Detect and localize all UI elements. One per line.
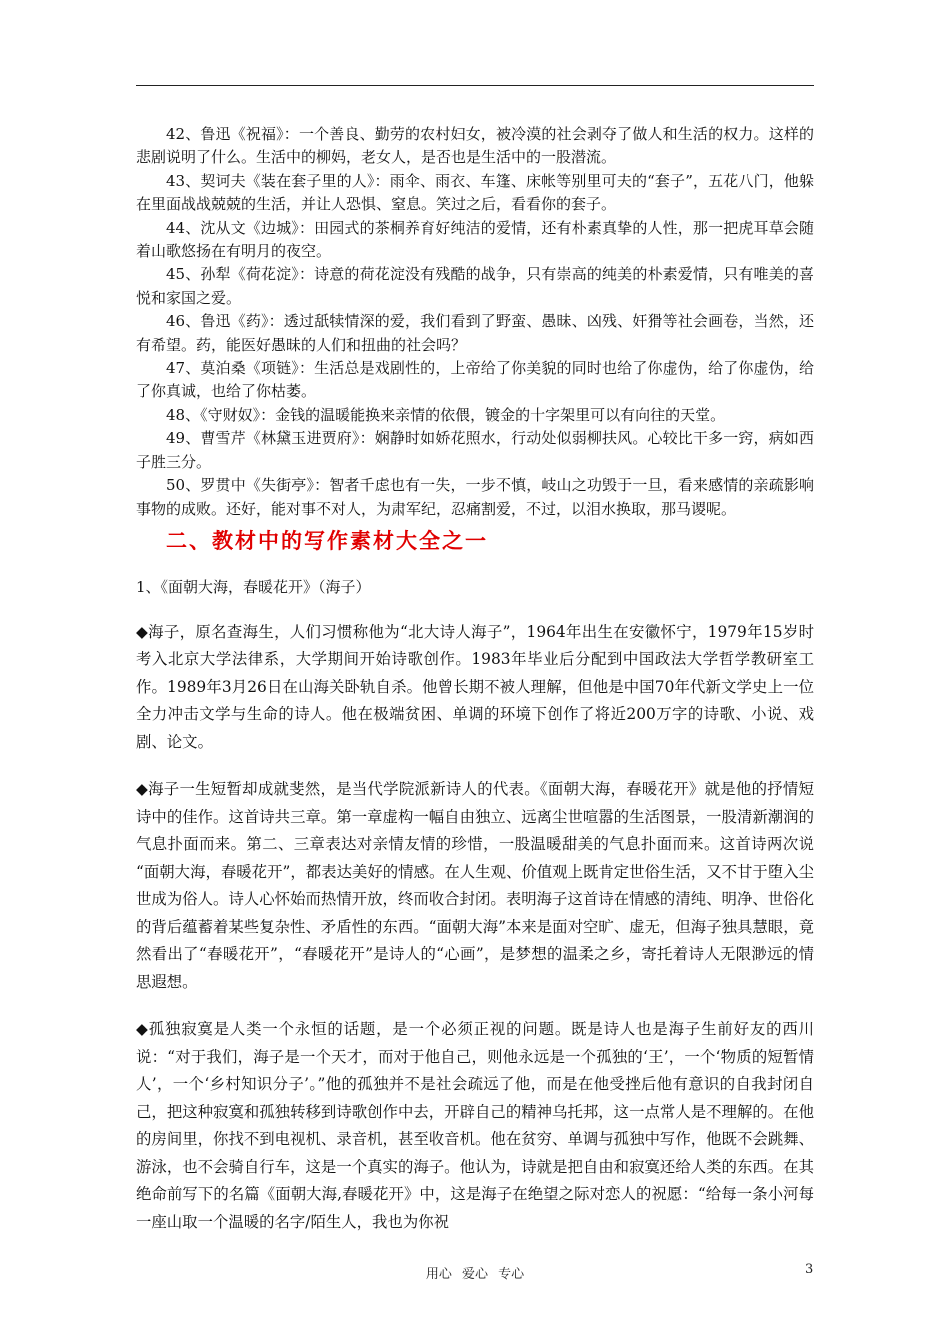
list-item: 43、契诃夫《装在套子里的人》：雨伞、雨衣、车篷、床帐等别里可夫的“套子”，五花八门，他躲在里面战战兢兢的生活，并让人恐惧、窒息。笑过之后，看看你的套子。 bbox=[136, 171, 814, 214]
body-paragraph: ◆孤独寂寞是人类一个永恒的话题，是一个必须正视的问题。既是诗人也是海子生前好友的西川说：“对于我们，海子是一个天才，而对于他自己，则他永远是一个孤独的‘王’，一个‘物质的短暂情人’，一个‘乡村知识分子’。”他的孤独并不是社会疏远了他，而是在他受挫后他有意识的自我封闭自己，把这种寂寞和孤独转移到诗歌创作中去，开辟自己的精神乌托邦，这一点常人是不理解的。在他的房间里，你找不到电视机、录音机，甚至收音机。他在贫穷、单调与孤独中写作，他既不会跳舞、游泳，也不会骑自行车，这是一个真实的海子。他认为，诗就是把自由和寂寞还给人类的东西。在其绝命前写下的名篇《面朝大海,春暖花开》中，这是海子在绝望之际对恋人的祝愿：“给每一条小河每一座山取一个温暖的名字/陌生人，我也为你祝 bbox=[136, 1020, 814, 1231]
footer-motto: 用心 爱心 专心 bbox=[425, 1267, 525, 1282]
list-item: 46、鲁迅《药》：透过舐犊情深的爱，我们看到了野蛮、愚昧、凶残、奸猾等社会画卷，当然，还有希望。药，能医好愚昧的人们和扭曲的社会吗？ bbox=[136, 312, 814, 354]
page-content bbox=[136, 123, 814, 1236]
section-heading: 二、教材中的写作素材大全之一 bbox=[166, 528, 488, 553]
list-item: 44、沈从文《边城》：田园式的茶桐养育好纯洁的爱情，还有朴素真挚的人性，那一把虎耳草会随着山歌悠扬在有明月的夜空。 bbox=[136, 218, 814, 261]
body-paragraph: ◆海子，原名查海生，人们习惯称他为“北大诗人海子”，1964年出生在安徽怀宁，1979年15岁时考入北京大学法律系，大学期间开始诗歌创作。1983年毕业后分配到中国政法大学哲学教研室工作。1989年3月26日在山海关卧轨自杀。他曾长期不被人理解，但他是中国70年代新文学史上一位全力冲击文学与生命的诗人。他在极端贫困、单调的环境下创作了将近200万字的诗歌、小说、戏剧、论文。 bbox=[136, 622, 814, 751]
page-number: 3 bbox=[805, 1262, 814, 1277]
header-rule bbox=[136, 85, 814, 86]
list-item: 45、孙犁《荷花淀》：诗意的荷花淀没有残酷的战争，只有崇高的纯美的朴素爱情，只有唯美的喜悦和家国之爱。 bbox=[136, 265, 814, 307]
list-item: 50、罗贯中《失街亭》：智者千虑也有一失，一步不慎，岐山之功毁于一旦，看来感情的亲疏影响事物的成败。还好，能对事不对人，为肃军纪，忍痛割爱，不过，以泪水换取，那马谡呢。 bbox=[136, 476, 814, 518]
list-item: 47、莫泊桑《项链》：生活总是戏剧性的，上帝给了你美貌的同时也给了你虚伪，给了你虚伪，给了你真诚，也给了你枯萎。 bbox=[136, 359, 814, 401]
list-item: 42、鲁迅《祝福》：一个善良、勤劳的农村妇女，被冷漠的社会剥夺了做人和生活的权力。这样的悲剧说明了什么。生活中的柳妈，老女人，是否也是生活中的一股潜流。 bbox=[136, 125, 814, 167]
list-item: 49、曹雪芹《林黛玉进贾府》：娴静时如娇花照水，行动处似弱柳扶风。心较比干多一窍，病如西子胜三分。 bbox=[136, 429, 814, 471]
body-paragraph: ◆海子一生短暂却成就斐然，是当代学院派新诗人的代表。《面朝大海，春暖花开》就是他的抒情短诗中的佳作。这首诗共三章。第一章虚构一幅自由独立、远离尘世喧嚣的生活图景，一股清新潮润的气息扑面而来。第二、三章表达对亲情友情的珍惜，一股温暖甜美的气息扑面而来。这首诗两次说 “面朝大海，春暖花开”，都表达美好的情感。在人生观、价值观上既肯定世俗生活，又不甘于堕入尘世成为俗人。诗人心怀始而热情开放，终而收合封闭。表明海子这首诗在情感的清纯、明净、世俗化的背后蕴蓄着某些复杂性、矛盾性的东西。“面朝大海”本来是面对空旷、虚无，但海子独具慧眼，竟然看出了“春暖花开”，“春暖花开”是诗人的“心画”，是梦想的温柔之乡，寄托着诗人无限渺远的情思遐想。 bbox=[136, 780, 814, 991]
list-item: 48、《守财奴》：金钱的温暖能换来亲情的依偎，镀金的十字架里可以有向往的天堂。 bbox=[166, 405, 726, 424]
subheading: 1、《面朝大海，春暖花开》（海子） bbox=[136, 577, 371, 596]
